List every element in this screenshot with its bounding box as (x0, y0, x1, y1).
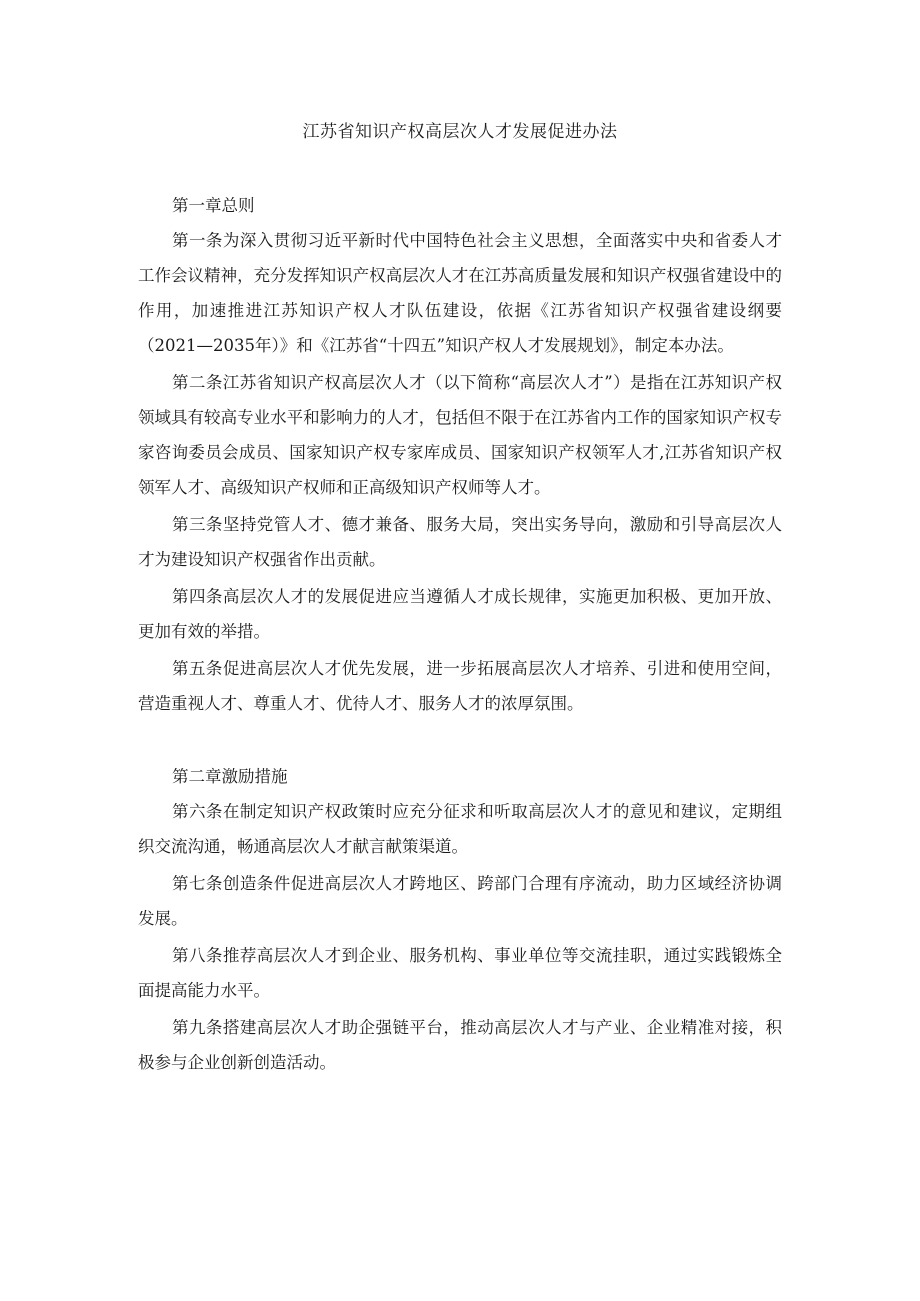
section-gap (138, 723, 782, 759)
chapter-heading: 第二章激励措施 (172, 767, 288, 786)
article-paragraph: 第八条推荐高层次人才到企业、服务机构、事业单位等交流挂职，通过实践锻炼全面提高能力水平。 (138, 946, 782, 1000)
article-paragraph: 第六条在制定知识产权政策时应充分征求和听取高层次人才的意见和建议，定期组织交流沟通，畅通高层次人才献言献策渠道。 (138, 802, 782, 856)
article-paragraph: 第七条创造条件促进高层次人才跨地区、跨部门合理有序流动，助力区域经济协调发展。 (138, 874, 782, 928)
article-paragraph: 第四条高层次人才的发展促进应当遵循人才成长规律，实施更加积极、更加开放、更加有效的举措。 (138, 587, 782, 641)
article-paragraph: 第三条坚持党管人才、德才兼备、服务大局，突出实务导向，激励和引导高层次人才为建设知识产权强省作出贡献。 (138, 515, 782, 569)
article-paragraph: 第一条为深入贯彻习近平新时代中国特色社会主义思想，全面落实中央和省委人才工作会议精神，充分发挥知识产权高层次人才在江苏高质量发展和知识产权强省建设中的作用，加速推进江苏知识产权人才队伍建设，依据《江苏省知识产权强省建设纲要（2021—2035年）》和《江苏省“十四五”知识产权人才发展规划》，制定本办法。 (138, 231, 782, 355)
article-paragraph: 第五条促进高层次人才优先发展，进一步拓展高层次人才培养、引进和使用空间，营造重视人才、尊重人才、优待人才、服务人才的浓厚氛围。 (138, 659, 782, 713)
document-body (138, 188, 782, 1082)
article-paragraph: 第九条搭建高层次人才助企强链平台，推动高层次人才与产业、企业精准对接，积极参与企业创新创造活动。 (138, 1018, 782, 1072)
article-paragraph: 第二条江苏省知识产权高层次人才（以下简称“高层次人才”）是指在江苏知识产权领域具有较高专业水平和影响力的人才，包括但不限于在江苏省内工作的国家知识产权专家咨询委员会成员、国家知识产权专家库成员、国家知识产权领军人才,江苏省知识产权领军人才、高级知识产权师和正高级知识产权师等人才。 (138, 373, 782, 497)
document-title: 江苏省知识产权高层次人才发展促进办法 (302, 122, 618, 142)
chapter-heading: 第一章总则 (172, 196, 255, 215)
